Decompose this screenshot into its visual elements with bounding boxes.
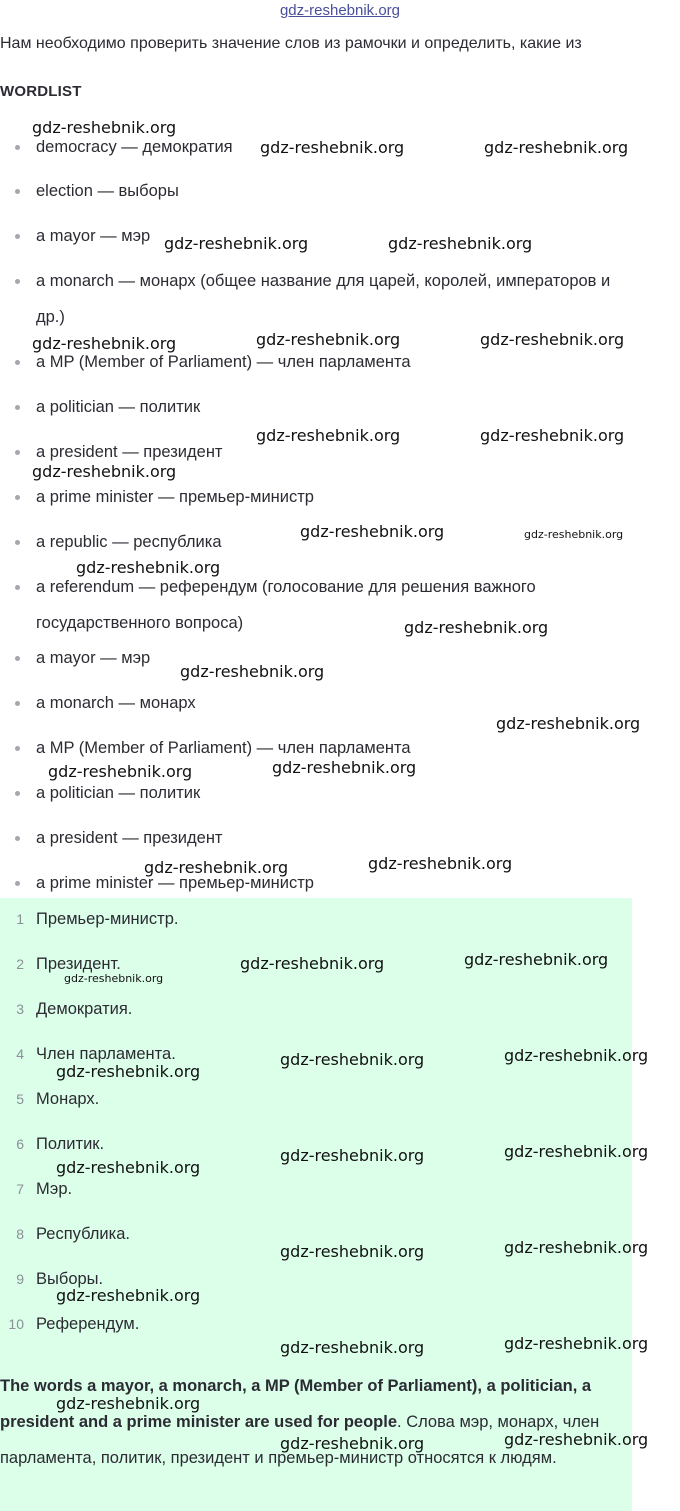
bullet-icon bbox=[15, 701, 20, 706]
site-link[interactable]: gdz-reshebnik.org bbox=[279, 2, 401, 19]
answer-number: 8 bbox=[16, 1226, 24, 1242]
watermark: gdz-reshebnik.org bbox=[272, 758, 417, 777]
summary-rest: . Слова мэр, монарх, член парламента, политик, президент и премьер-министр относятся к людям. bbox=[0, 1413, 600, 1467]
watermark: gdz-reshebnik.org bbox=[180, 662, 325, 681]
answer-number: 7 bbox=[16, 1181, 24, 1197]
watermark: gdz-reshebnik.org bbox=[280, 1050, 425, 1069]
watermark: gdz-reshebnik.org bbox=[64, 972, 164, 985]
watermark: gdz-reshebnik.org bbox=[404, 618, 549, 637]
bullet-icon bbox=[15, 656, 20, 661]
answer-number: 2 bbox=[16, 956, 24, 972]
watermark: gdz-reshebnik.org bbox=[280, 1338, 425, 1357]
watermark: gdz-reshebnik.org bbox=[524, 528, 624, 541]
watermark: gdz-reshebnik.org bbox=[280, 1146, 425, 1165]
watermark: gdz-reshebnik.org bbox=[240, 954, 385, 973]
watermark: gdz-reshebnik.org bbox=[32, 334, 177, 353]
watermark: gdz-reshebnik.org bbox=[504, 1238, 649, 1257]
summary-paragraph bbox=[0, 1368, 620, 1476]
answer-number: 5 bbox=[16, 1091, 24, 1107]
bullet-icon bbox=[15, 495, 20, 500]
bullet-icon bbox=[15, 279, 20, 284]
summary-bold: The words a mayor, a monarch, a MP (Member of Parliament), a politician, a president and a prime minister are used for people bbox=[0, 1377, 592, 1431]
watermark: gdz-reshebnik.org bbox=[56, 1062, 201, 1081]
bullet-icon bbox=[15, 791, 20, 796]
watermark: gdz-reshebnik.org bbox=[32, 462, 177, 481]
bullet-icon bbox=[15, 881, 20, 886]
watermark: gdz-reshebnik.org bbox=[56, 1394, 201, 1413]
answer-number: 1 bbox=[16, 911, 24, 927]
bullet-icon bbox=[15, 540, 20, 545]
watermark: gdz-reshebnik.org bbox=[368, 854, 513, 873]
watermark: gdz-reshebnik.org bbox=[76, 558, 221, 577]
watermark: gdz-reshebnik.org bbox=[480, 426, 625, 445]
bullet-icon bbox=[15, 746, 20, 751]
answer-number: 9 bbox=[16, 1271, 24, 1287]
answer-number: 10 bbox=[8, 1316, 24, 1332]
bullet-icon bbox=[15, 450, 20, 455]
bullet-icon bbox=[15, 405, 20, 410]
watermark: gdz-reshebnik.org bbox=[484, 138, 629, 157]
watermark: gdz-reshebnik.org bbox=[280, 1434, 425, 1453]
answer-number: 3 bbox=[16, 1001, 24, 1017]
watermark: gdz-reshebnik.org bbox=[504, 1430, 649, 1449]
watermark: gdz-reshebnik.org bbox=[164, 234, 309, 253]
bullet-icon bbox=[15, 585, 20, 590]
answer-number: 4 bbox=[16, 1046, 24, 1062]
answer-number: 6 bbox=[16, 1136, 24, 1152]
wordlist-heading: WORDLIST bbox=[0, 83, 82, 100]
watermark: gdz-reshebnik.org bbox=[260, 138, 405, 157]
bullet-icon bbox=[15, 145, 20, 150]
intro-text: Нам необходимо проверить значение слов из рамочки и определить, какие из bbox=[0, 35, 582, 52]
watermark: gdz-reshebnik.org bbox=[504, 1046, 649, 1065]
watermark: gdz-reshebnik.org bbox=[56, 1158, 201, 1177]
bullet-icon bbox=[15, 189, 20, 194]
bullet-icon bbox=[15, 234, 20, 239]
watermark: gdz-reshebnik.org bbox=[464, 950, 609, 969]
watermark: gdz-reshebnik.org bbox=[256, 330, 401, 349]
watermark: gdz-reshebnik.org bbox=[300, 522, 445, 541]
watermark: gdz-reshebnik.org bbox=[504, 1334, 649, 1353]
watermark: gdz-reshebnik.org bbox=[504, 1142, 649, 1161]
watermark: gdz-reshebnik.org bbox=[144, 858, 289, 877]
watermark: gdz-reshebnik.org bbox=[56, 1286, 201, 1305]
watermark: gdz-reshebnik.org bbox=[32, 118, 177, 137]
bullet-icon bbox=[15, 836, 20, 841]
bullet-icon bbox=[15, 360, 20, 365]
watermark: gdz-reshebnik.org bbox=[280, 1242, 425, 1261]
watermark: gdz-reshebnik.org bbox=[48, 762, 193, 781]
watermark: gdz-reshebnik.org bbox=[256, 426, 401, 445]
watermark: gdz-reshebnik.org bbox=[480, 330, 625, 349]
watermark: gdz-reshebnik.org bbox=[496, 714, 641, 733]
watermark: gdz-reshebnik.org bbox=[388, 234, 533, 253]
